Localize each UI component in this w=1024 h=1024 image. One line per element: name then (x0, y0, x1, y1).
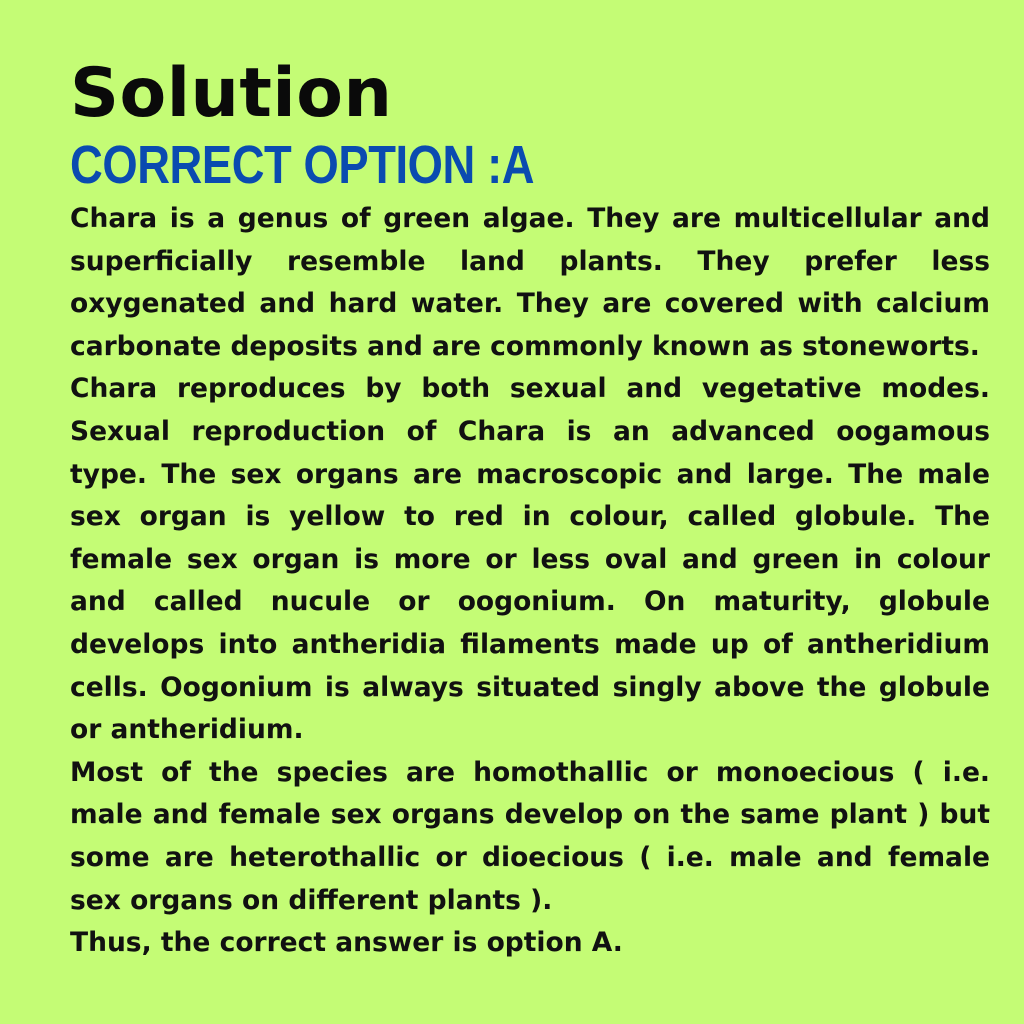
paragraph-species: Most of the species are homothallic or monoecious ( i.e. male and female sex organs develop on the same plant ) but some are heterothallic or dioecious ( i.e. male and female sex organs on different plants ). (70, 756, 990, 916)
solution-title: Solution (70, 54, 393, 133)
conclusion-text: Thus, the correct answer is option A. (70, 927, 623, 959)
paragraph-reproduction: Chara reproduces by both sexual and vegetative modes. Sexual reproduction of Chara is an advanced oogamous type. The sex organs are macroscopic and large. The male sex organ is yellow to red in colour, called globule. The female sex organ is more or less oval and green in colour and called nucule or oogonium. On maturity, globule develops into antheridia filaments made up of antheridium cells. Oogonium is always situated singly above the globule or antheridium. (70, 373, 990, 746)
paragraph-description: Chara is a genus of green algae. They are multicellular and superficially resemble land plants. They prefer less oxygenated and hard water. They are covered with calcium carbonate deposits and are commonly known as stoneworts. (70, 203, 990, 362)
correct-option-heading: CORRECT OPTION :A (70, 135, 535, 195)
solution-content (70, 52, 990, 965)
